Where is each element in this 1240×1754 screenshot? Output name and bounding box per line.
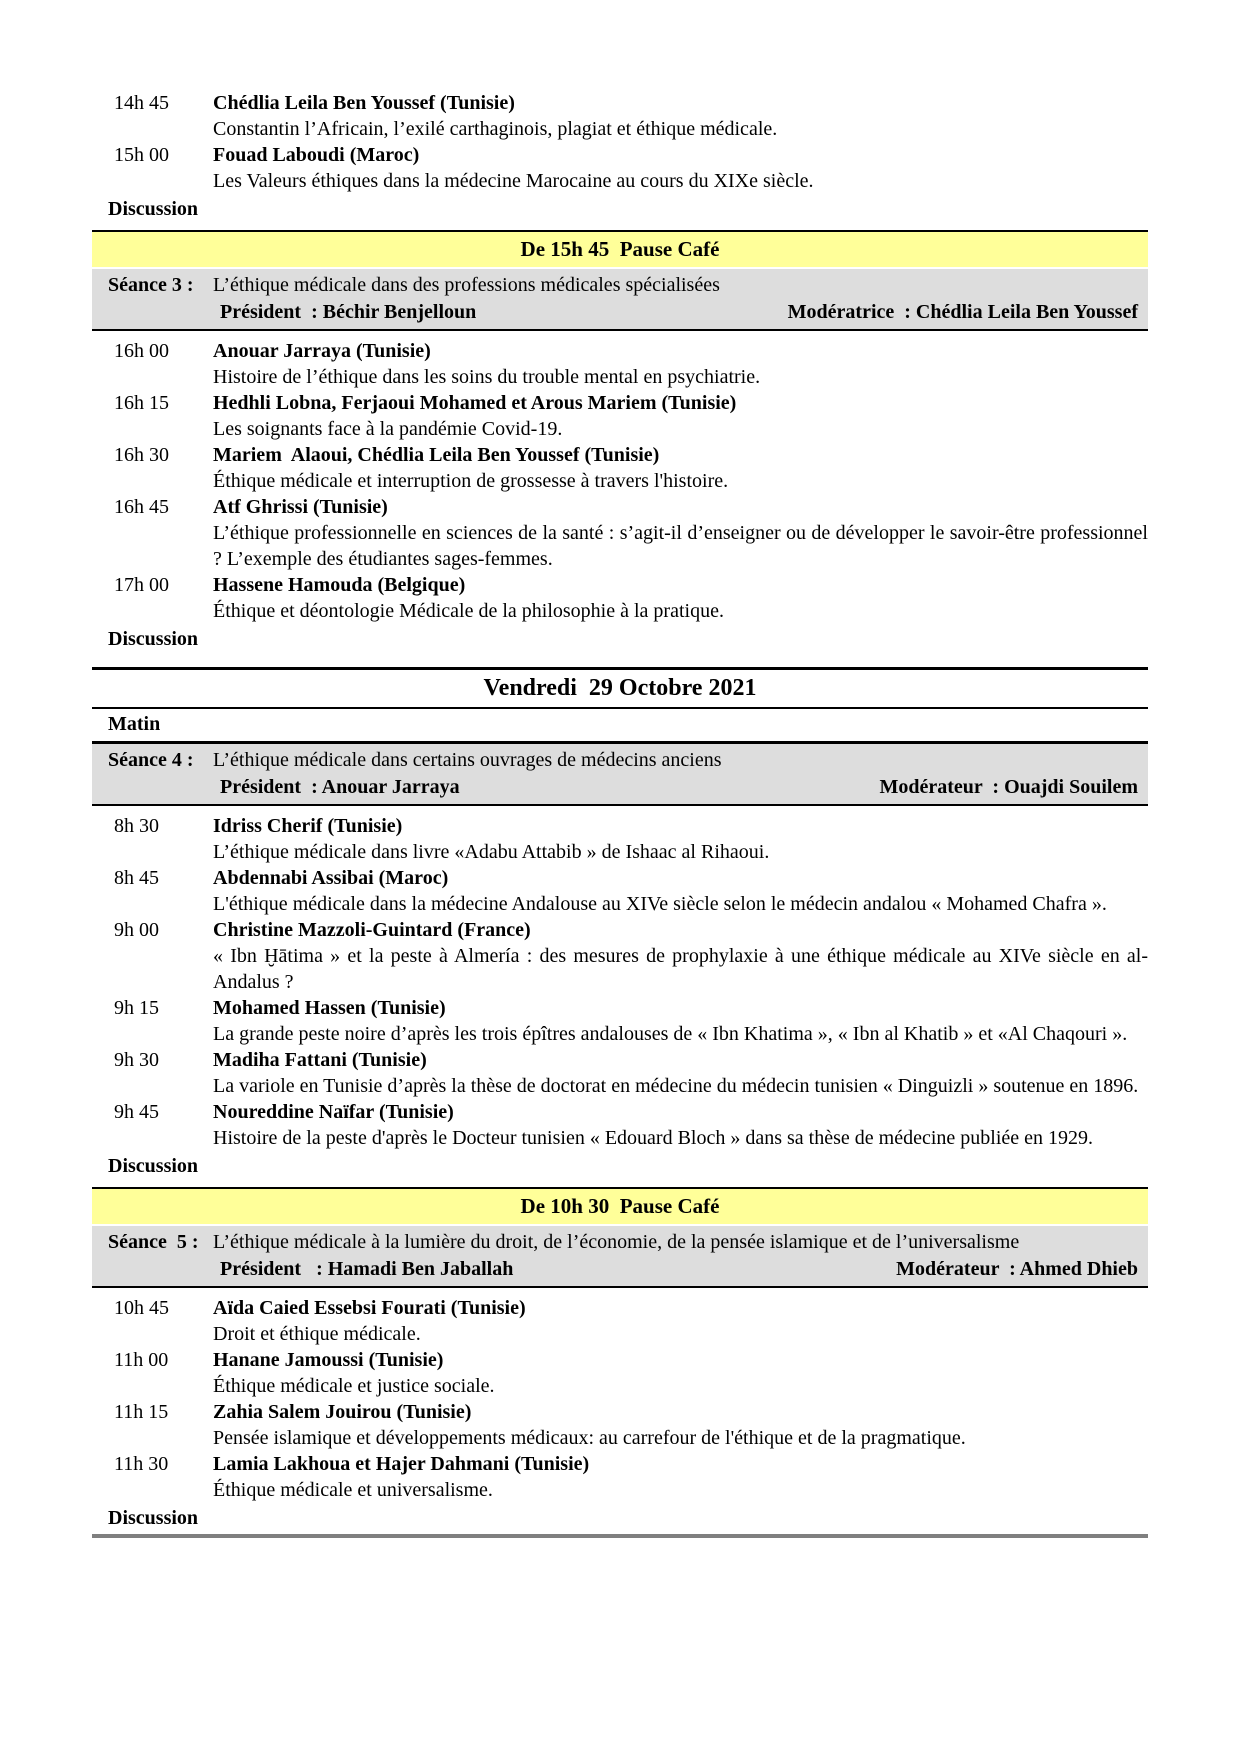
entry-time: 17h 00	[114, 574, 169, 596]
entry-time: 15h 00	[114, 144, 169, 166]
schedule-entry	[92, 1295, 1148, 1347]
entry-body	[213, 995, 1148, 1047]
entry-title: Les soignants face à la pandémie Covid-19.	[213, 418, 563, 440]
session-title-row	[108, 1229, 1138, 1255]
entry-body	[213, 338, 1148, 390]
entry-title: Éthique médicale et interruption de grossesse à travers l'histoire.	[213, 470, 729, 492]
entry-body	[213, 1347, 1148, 1399]
schedule-entry	[92, 90, 1148, 142]
session-moderator: Modérateur : Ahmed Dhieb	[896, 1258, 1138, 1280]
entry-body	[213, 572, 1148, 624]
entry-body	[213, 1451, 1148, 1503]
session-moderator: Modératrice : Chédlia Leila Ben Youssef	[787, 301, 1138, 323]
schedule-entry	[92, 995, 1148, 1047]
session-title: L’éthique médicale à la lumière du droit, de l’économie, de la pensée islamique et de l’universalisme	[213, 1231, 1020, 1253]
session-label: Séance 3 :	[108, 274, 194, 296]
conference-program-page	[92, 90, 1148, 1538]
entry-speaker: Idriss Cherif (Tunisie)	[213, 815, 403, 837]
session-banner	[92, 744, 1148, 806]
schedule-entry	[92, 865, 1148, 917]
pause-banner: De 15h 45 Pause Café	[92, 230, 1148, 267]
entry-speaker: Hedhli Lobna, Ferjaoui Mohamed et Arous Mariem (Tunisie)	[213, 392, 737, 414]
entry-title: Constantin l’Africain, l’exilé carthaginois, plagiat et éthique médicale.	[213, 118, 778, 140]
schedule-entry	[92, 1399, 1148, 1451]
session-president: Président : Anouar Jarraya	[220, 776, 460, 798]
period-label: Matin	[92, 709, 1148, 744]
entry-speaker: Abdennabi Assibai (Maroc)	[213, 867, 449, 889]
entry-body	[213, 442, 1148, 494]
entry-title: L’éthique professionnelle en sciences de la santé : s’agit-il d’enseigner ou de développer le savoir-être professionnel ? L’exemple des étudiantes sages-femmes.	[213, 522, 1148, 570]
entry-body	[213, 917, 1148, 995]
entry-body	[213, 90, 1148, 142]
entry-speaker: Madiha Fattani (Tunisie)	[213, 1049, 427, 1071]
entry-title: Éthique médicale et universalisme.	[213, 1479, 493, 1501]
entry-time: 8h 45	[114, 867, 159, 889]
entry-time: 9h 00	[114, 919, 159, 941]
schedule-entry	[92, 494, 1148, 572]
session-heads-row	[108, 774, 1138, 800]
session-president: Président : Béchir Benjelloun	[220, 301, 477, 323]
entry-title: Droit et éthique médicale.	[213, 1323, 421, 1345]
schedule-entry	[92, 1099, 1148, 1151]
discussion-label: Discussion	[92, 1503, 1148, 1538]
entry-speaker: Noureddine Naïfar (Tunisie)	[213, 1101, 454, 1123]
entry-title: L’éthique médicale dans livre «Adabu Attabib » de Ishaac al Rihaoui.	[213, 841, 770, 863]
entry-speaker: Fouad Laboudi (Maroc)	[213, 144, 420, 166]
session-president: Président : Hamadi Ben Jaballah	[220, 1258, 514, 1280]
session-title: L’éthique médicale dans certains ouvrages de médecins anciens	[213, 749, 722, 771]
session-heads-row	[108, 1256, 1138, 1282]
entry-time: 9h 30	[114, 1049, 159, 1071]
entry-speaker: Aïda Caied Essebsi Fourati (Tunisie)	[213, 1297, 526, 1319]
session-heads-row	[108, 299, 1138, 325]
entry-title: L'éthique médicale dans la médecine Andalouse au XIVe siècle selon le médecin andalou « Mohamed Chafra ».	[213, 893, 1107, 915]
entry-speaker: Anouar Jarraya (Tunisie)	[213, 340, 431, 362]
entry-body	[213, 1099, 1148, 1151]
schedule-entry	[92, 917, 1148, 995]
schedule-entry	[92, 442, 1148, 494]
entry-time: 16h 45	[114, 496, 169, 518]
entry-speaker: Hassene Hamouda (Belgique)	[213, 574, 466, 596]
session-banner	[92, 1226, 1148, 1288]
session-label: Séance 4 :	[108, 749, 194, 771]
entry-time: 16h 15	[114, 392, 169, 414]
entry-speaker: Christine Mazzoli-Guintard (France)	[213, 919, 531, 941]
entry-time: 10h 45	[114, 1297, 169, 1319]
entry-time: 16h 30	[114, 444, 169, 466]
session-banner	[92, 269, 1148, 331]
schedule-entry	[92, 1451, 1148, 1503]
schedule-entry	[92, 338, 1148, 390]
pause-banner: De 10h 30 Pause Café	[92, 1187, 1148, 1224]
entry-time: 9h 15	[114, 997, 159, 1019]
entry-speaker: Hanane Jamoussi (Tunisie)	[213, 1349, 444, 1371]
day-header: Vendredi 29 Octobre 2021	[92, 667, 1148, 709]
entry-time: 16h 00	[114, 340, 169, 362]
entry-speaker: Mohamed Hassen (Tunisie)	[213, 997, 446, 1019]
schedule-entry	[92, 813, 1148, 865]
session-title-row	[108, 272, 1138, 298]
discussion-label: Discussion	[108, 1155, 199, 1177]
entry-title: Éthique médicale et justice sociale.	[213, 1375, 495, 1397]
schedule-entry	[92, 390, 1148, 442]
entry-speaker: Chédlia Leila Ben Youssef (Tunisie)	[213, 92, 515, 114]
entry-title: Histoire de l’éthique dans les soins du trouble mental en psychiatrie.	[213, 366, 761, 388]
discussion-label: Discussion	[108, 198, 199, 220]
session-label: Séance 5 :	[108, 1231, 199, 1253]
schedule-entry	[92, 1347, 1148, 1399]
entry-title: Histoire de la peste d'après le Docteur tunisien « Edouard Bloch » dans sa thèse de médecine publiée en 1929.	[213, 1127, 1093, 1149]
entry-body	[213, 1047, 1148, 1099]
entry-title: Éthique et déontologie Médicale de la philosophie à la pratique.	[213, 600, 724, 622]
schedule-entry	[92, 142, 1148, 194]
entry-title: Pensée islamique et développements médicaux: au carrefour de l'éthique et de la pragmatique.	[213, 1427, 966, 1449]
entry-time: 11h 15	[114, 1401, 169, 1423]
entry-time: 11h 00	[114, 1349, 169, 1371]
entry-title: Les Valeurs éthiques dans la médecine Marocaine au cours du XIXe siècle.	[213, 170, 814, 192]
entry-body	[213, 1399, 1148, 1451]
entry-body	[213, 390, 1148, 442]
session-title: L’éthique médicale dans des professions médicales spécialisées	[213, 274, 720, 296]
entry-time: 11h 30	[114, 1453, 169, 1475]
schedule	[92, 90, 1148, 1538]
entry-speaker: Lamia Lakhoua et Hajer Dahmani (Tunisie)	[213, 1453, 590, 1475]
entry-time: 9h 45	[114, 1101, 159, 1123]
entry-title: La grande peste noire d’après les trois épîtres andalouses de « Ibn Khatima », « Ibn al Khatib » et «Al Chaqouri ».	[213, 1023, 1128, 1045]
discussion-label: Discussion	[108, 628, 199, 650]
session-moderator: Modérateur : Ouajdi Souilem	[879, 776, 1138, 798]
entry-title: La variole en Tunisie d’après la thèse de doctorat en médecine du médecin tunisien « Dinguizli » soutenue en 1896.	[213, 1075, 1139, 1097]
entry-speaker: Mariem Alaoui, Chédlia Leila Ben Youssef (Tunisie)	[213, 444, 660, 466]
entry-speaker: Atf Ghrissi (Tunisie)	[213, 496, 388, 518]
entry-body	[213, 813, 1148, 865]
schedule-entry	[92, 1047, 1148, 1099]
entry-body	[213, 142, 1148, 194]
entry-body	[213, 865, 1148, 917]
entry-time: 14h 45	[114, 92, 169, 114]
entry-body	[213, 494, 1148, 572]
session-title-row	[108, 747, 1138, 773]
schedule-entry	[92, 572, 1148, 624]
entry-body	[213, 1295, 1148, 1347]
entry-title: « Ibn Ḫātima » et la peste à Almería : des mesures de prophylaxie à une éthique médicale au XIVe siècle en al-Andalus ?	[213, 945, 1148, 993]
entry-speaker: Zahia Salem Jouirou (Tunisie)	[213, 1401, 472, 1423]
entry-time: 8h 30	[114, 815, 159, 837]
